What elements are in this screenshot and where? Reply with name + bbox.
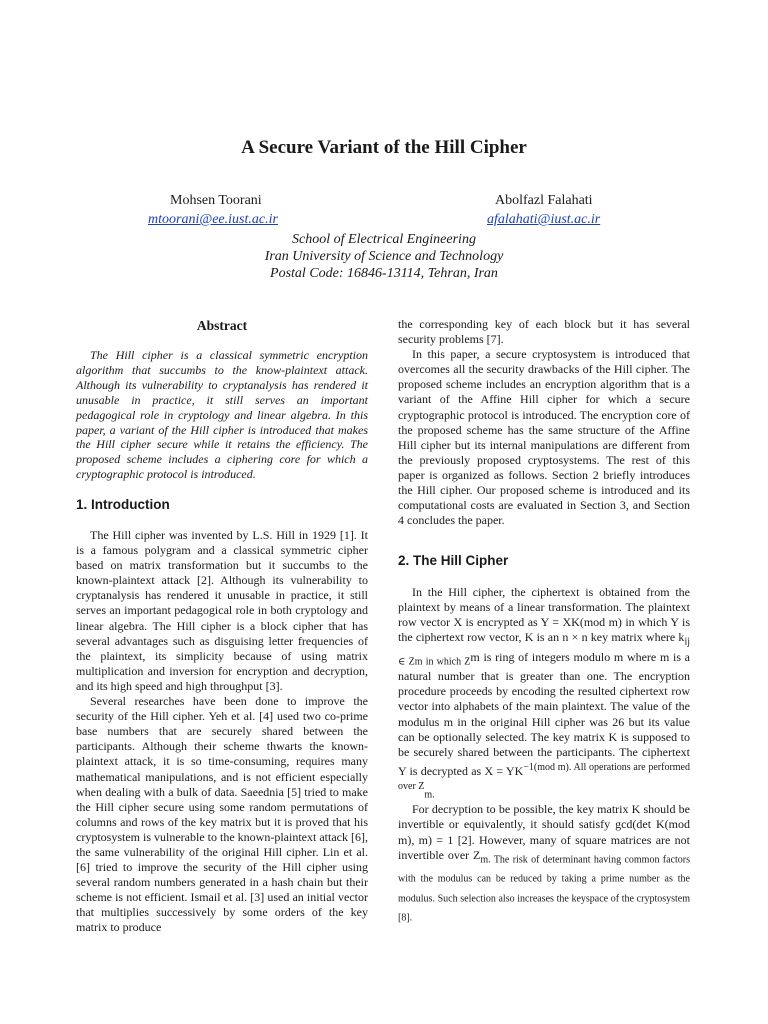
math-subscript: m. (424, 789, 435, 801)
body-paragraph: In this paper, a secure cryptosystem is introduced that overcomes all the security drawbacks of the Hill cipher. The proposed scheme includes an encryption algorithm that is a variant of the Affine Hill cipher for which a secure cryptographic protocol is introduced. The encryption core of the proposed scheme has the same structure of the Affine Hill cipher but its internal manipulations are different from the previously proposed cryptosystems. The rest of this paper is organized as follows. Section 2 briefly introduces the Hill cipher. Our proposed scheme is introduced and its computational costs are evaluated in Section 3, and Section 4 concludes the paper. (398, 347, 690, 528)
hill-column (398, 585, 690, 926)
author-name: Abolfazl Falahati (495, 193, 593, 208)
body-paragraph (398, 585, 690, 802)
math-subscript: m. The risk of determinant having common factors with the modulus can be reduced by taking a prime number as the modulus. Such selection also increases the keyspace of the cryptosystem [8]. (398, 854, 691, 924)
math-superscript: −1(mod m). All operations are performed over Z (398, 761, 690, 792)
affiliation-line: Iran University of Science and Technology (264, 249, 504, 264)
abstract-text: The Hill cipher is a classical symmetric encryption algorithm that succumbs to the know-plaintext attack. Although its vulnerability to cryptanalysis has rendered it unusable in practice, it still serves an important pedagogical role in cryptology and linear algebra. In this paper, a variant of the Hill cipher is introduced that makes the Hill cipher secure while it retains the efficiency. The proposed scheme includes a ciphering core for which a cryptographic protocol is introduced. (76, 348, 368, 482)
math-subscript: m in which Z (414, 656, 471, 668)
affiliation-line: Postal Code: 16846-13114, Tehran, Iran (270, 266, 498, 281)
section-heading: 1. Introduction (76, 497, 170, 512)
math-subscript: ij ∈ Z (398, 636, 690, 668)
paragraph-text: In the Hill cipher, the ciphertext is obtained from the plaintext by means of a linear transformation. The plaintext row vector X is encrypted as Y = XK(mod m) in which Y is the ciphertext row vector, K is an n × n key matrix where k (398, 585, 690, 645)
intro-column (76, 528, 368, 936)
body-paragraph: The Hill cipher was invented by L.S. Hill in 1929 [1]. It is a famous polygram and a classical symmetric cipher based on matrix transformation but it succumbs to the known-plaintext attack [2]. Although its vulnerability to cryptanalysis has rendered it unusable in practice, it still serves an important pedagogical role in both cryptology and linear algebra. The Hill cipher is a block cipher that has several advantages such as disguising letter frequencies of the plaintext, its simplicity because of using matrix multiplication and inversion for encryption and decryption, and its high speed and high throughput [3]. (76, 528, 368, 693)
section-heading: 2. The Hill Cipher (398, 553, 509, 568)
paragraph-text: For decryption to be possible, the key matrix K should be invertible or equivalently, it should satisfy gcd(det K(mod m), m) = 1 [2]. However, many of square matrices are not invertible over Z (398, 802, 690, 862)
author-email-link[interactable]: afalahati@iust.ac.ir (487, 212, 601, 227)
affiliation-line: School of Electrical Engineering (292, 232, 476, 247)
author-name: Mohsen Toorani (170, 193, 262, 208)
body-paragraph (398, 802, 690, 925)
paper-title: A Secure Variant of the Hill Cipher (241, 137, 527, 158)
author-email-link[interactable]: mtoorani@ee.iust.ac.ir (148, 212, 278, 227)
abstract-heading: Abstract (196, 318, 248, 333)
body-paragraph: the corresponding key of each block but it has several security problems [7]. (398, 317, 690, 347)
paragraph-text: m is ring of integers modulo m where m is a natural number that is greater than one. The encryption procedure proceeds by encoding the resulted ciphertext row vector into alphabets of the main plaintext. The value of the modulus m in the original Hill cipher was 26 but its value can be optionally selected. The key matrix K is supposed to be securely shared between the participants. The ciphertext Y is decrypted as X = YK (398, 649, 691, 778)
body-paragraph: Several researches have been done to improve the security of the Hill cipher. Yeh et al. [4] used two co-prime base numbers that are securely shared between the participants. Although their scheme thwarts the known-plaintext attack, it is so time-consuming, requires many mathematical manipulations, and is not efficient especially when dealing with a bulk of data. Saeednia [5] tried to make the Hill cipher secure using some random permutations of columns and rows of the key matrix but it is proved that his cryptosystem is vulnerable to the known-plaintext attack [6], the same vulnerability of the original Hill cipher. Lin et al. [6] tried to improve the security of the Hill cipher using several random numbers generated in a hash chain but their scheme is not efficient. Ismail et al. [3] used an initial vector that multiplies successively by some orders of the key matrix to produce (76, 694, 368, 935)
right-column-top (398, 317, 690, 528)
